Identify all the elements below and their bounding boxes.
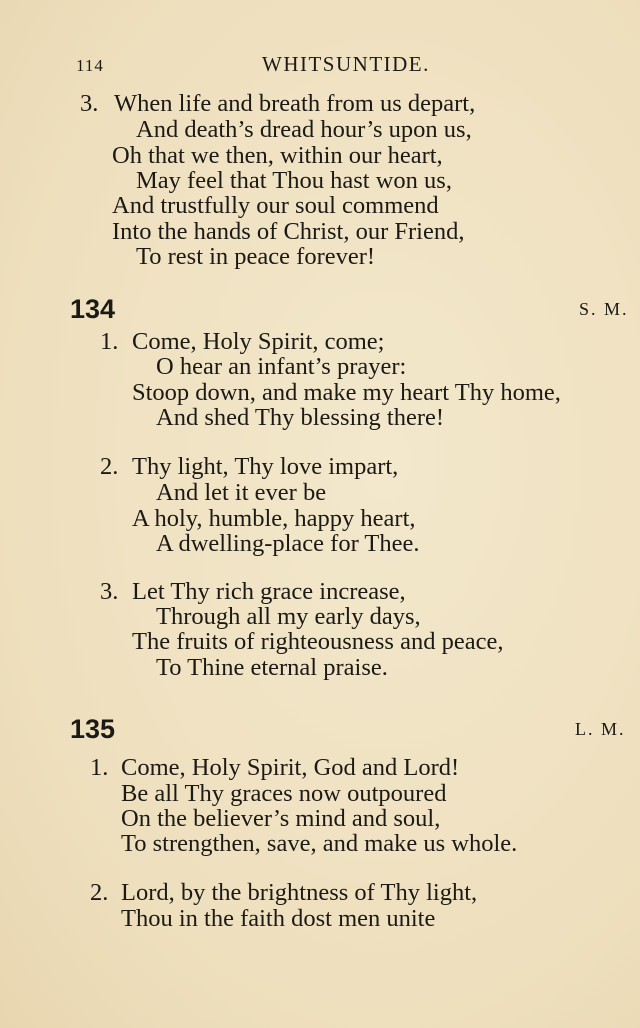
verse-line: Come, Holy Spirit, come; (132, 328, 385, 355)
hymn-number: 135 (70, 714, 116, 744)
verse-line: Let Thy rich grace increase, (132, 578, 406, 605)
verse-line: And death’s dread hour’s upon us, (136, 116, 472, 143)
verse-line: Come, Holy Spirit, God and Lord! (121, 754, 460, 781)
verse-line: A dwelling-place for Thee. (156, 530, 420, 557)
verse-line: The fruits of righteousness and peace, (132, 628, 504, 655)
verse-line: May feel that Thou hast won us, (136, 167, 452, 194)
verse-line: O hear an infant’s prayer: (156, 353, 407, 380)
verse-number: 1. (90, 754, 109, 781)
verse-line: Thy light, Thy love impart, (132, 453, 399, 480)
verse-line: On the believer’s mind and soul, (121, 805, 441, 832)
verse-line: Oh that we then, within our heart, (112, 142, 443, 169)
verse-number: 3. (100, 578, 119, 605)
verse-line: A holy, humble, happy heart, (132, 505, 416, 532)
verse-line: Thou in the faith dost men unite (121, 905, 436, 932)
verse-line: Lord, by the brightness of Thy light, (121, 879, 478, 906)
verse-line: Through all my early days, (156, 603, 421, 630)
verse-number: 2. (90, 879, 109, 906)
page-header (0, 52, 640, 82)
hymn-meter: S. M. (579, 299, 629, 319)
page-number: 114 (76, 56, 104, 75)
verse-number: 3. (80, 90, 99, 117)
verse-line: And shed Thy blessing there! (156, 404, 445, 431)
verse-line: Stoop down, and make my heart Thy home, (132, 379, 561, 406)
verse-number: 1. (100, 328, 119, 355)
verse-line: To strengthen, save, and make us whole. (121, 830, 518, 857)
verse-line: To Thine eternal praise. (156, 654, 388, 681)
verse-line: Be all Thy graces now outpoured (121, 780, 447, 807)
hymn-meter: L. M. (575, 719, 626, 739)
verse-number: 2. (100, 453, 119, 480)
hymn-number: 134 (70, 294, 116, 324)
verse-line: When life and breath from us depart, (114, 90, 476, 117)
running-title: WHITSUNTIDE. (262, 52, 430, 76)
verse-line: Into the hands of Christ, our Friend, (112, 218, 465, 245)
verse-line: And let it ever be (156, 479, 327, 506)
verse-line: To rest in peace forever! (136, 243, 376, 270)
verse-line: And trustfully our soul commend (112, 192, 439, 219)
